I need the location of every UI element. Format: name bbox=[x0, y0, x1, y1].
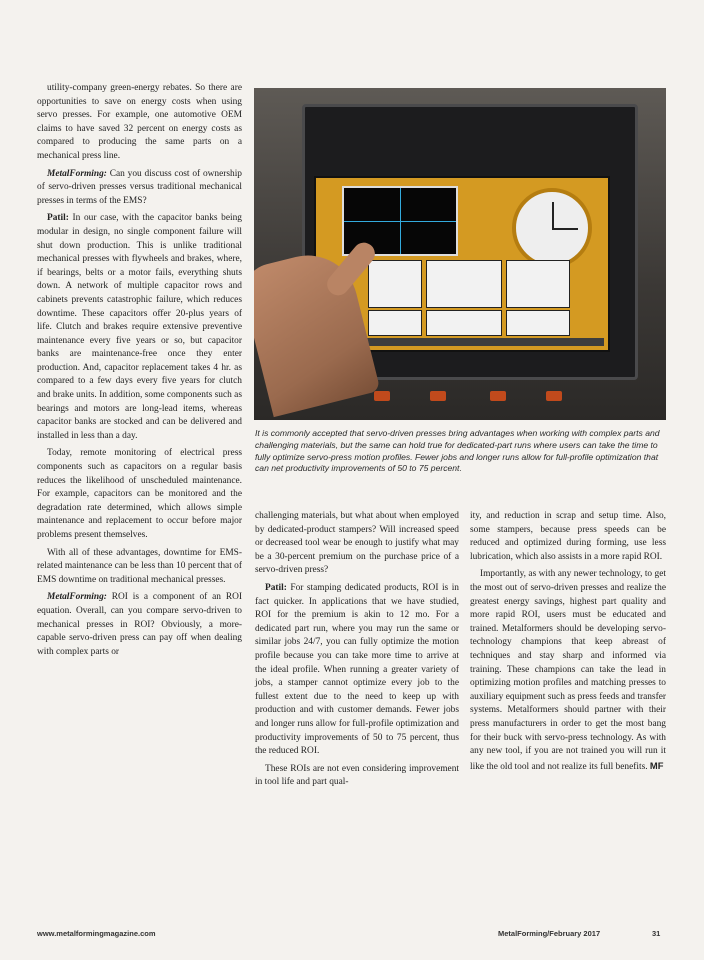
paragraph-text: ity, and reduction in scrap and setup time. Also, some stampers, because press speeds can be reduced and optimized during forming, use less lubrication, which also assists in a more rapid ROI. bbox=[470, 511, 666, 562]
paragraph-lead: MetalForming: bbox=[47, 592, 107, 603]
paragraph-text: For stamping dedicated products, ROI is in fact quicker. In applications that we have studied, ROI for the premium is akin to 12 mo. For a dedicated part run, where you may run the same or similar jobs 24/7, you can fully optimize the motion profile because you can take more time to arrive at the ideal profile. When running a greater variety of jobs, a stamper cannot optimize every job to the fullest extent due to the need to keep up with production and with customer demands. Fewer jobs and longer runs allow for full-profile optimization and productivity improvements of 50 to 75 percent, thus the reduced ROI. bbox=[255, 582, 459, 757]
end-mark: MF bbox=[649, 759, 664, 771]
paragraph-text: ROI is a component of an ROI equation. Overall, can you compare servo-driven to mechanical presses in ROI? Obviously, a more-capable servo-driven press can pay off when dealing with complex parts or bbox=[37, 592, 242, 657]
paragraph-lead: MetalForming: bbox=[47, 168, 107, 179]
article-column-2 bbox=[255, 510, 459, 794]
paragraph bbox=[37, 168, 242, 209]
article-column-1 bbox=[37, 82, 242, 663]
paragraph bbox=[255, 510, 459, 578]
paragraph-text: These ROIs are not even considering improvement in tool life and part qual- bbox=[255, 763, 459, 788]
hardware-button bbox=[546, 391, 562, 401]
paragraph bbox=[37, 547, 242, 588]
screen-panel bbox=[506, 310, 570, 336]
paragraph-text: Can you discuss cost of ownership of servo-driven presses versus traditional mechanical presses in terms of the EMS? bbox=[37, 168, 242, 206]
hardware-button bbox=[430, 391, 446, 401]
screen-panel bbox=[506, 260, 570, 308]
paragraph-text: In our case, with the capacitor banks being modular in design, no single component failure will shut down production. This is unlike traditional mechanical presses with flywheels and brakes, where, if bearings, belts or a motor fails, everything shuts down. A network of multiple capacitor rows and cabinets prevents catastrophic failure, which reduces downtime. These capacitors offer 20-plus years of life. Clutch and brakes require extensive preventive maintenance every five years or so, but capacitor banks are maintenance-free once they enter production. And, capacitor replacement takes 4 hr. as compared to a few days every five years for clutch and brake units. In addition, some components such as bearings and motors are long-lead items, whereas capacitor banks are stocked and can be delivered and installed in less than a day. bbox=[37, 213, 242, 441]
paragraph-text: With all of these advantages, downtime for EMS-related maintenance can be less than 10 percent that of EMS downtime on traditional mechanical presses. bbox=[37, 547, 242, 585]
paragraph bbox=[255, 582, 459, 759]
page-number: 31 bbox=[652, 929, 661, 938]
paragraph-lead: Patil: bbox=[265, 582, 287, 593]
screen-panel bbox=[368, 310, 422, 336]
article-column-3 bbox=[470, 510, 666, 778]
footer-website: www.metalformingmagazine.com bbox=[37, 929, 156, 938]
screen-panel bbox=[368, 260, 422, 308]
hardware-button bbox=[490, 391, 506, 401]
paragraph-text: challenging materials, but what about when employed by dedicated-product stampers? Will increased speed or decreased tool wear be enough to justify what may be a 30-percent premium on the purchase price of a servo-driven press? bbox=[255, 511, 459, 576]
photo-caption: It is commonly accepted that servo-driven presses bring advantages when working with complex parts and challenging materials, but the same can hold true for dedicated-part runs where users can take the time to fully optimize servo-press motion profiles. Fewer jobs and longer runs allow for full-profile optimization that can net productivity improvements of 50 to 75 percent. bbox=[255, 428, 660, 474]
paragraph bbox=[37, 82, 242, 164]
paragraph bbox=[470, 510, 666, 564]
paragraph-text: Today, remote monitoring of electrical press components such as capacitors on a regular basis reduces the likelihood of unscheduled maintenance. For example, capacitors can be monitored and the degradation rate determined, which allows simple maintenance and replacement to occur before major problems present themselves. bbox=[37, 448, 242, 540]
paragraph bbox=[470, 568, 666, 774]
paragraph-text: utility-company green-energy rebates. So there are opportunities to save on energy costs when using servo presses. For example, one automotive OEM claims to have saved 32 percent on energy costs as compared to producing the same parts on a mechanical press line. bbox=[37, 83, 242, 161]
paragraph-text: Importantly, as with any newer technology, to get the most out of servo-driven presses and realize the greatest energy savings, highest part quality and more rapid ROI, users must be educated and trained. Metalformers should be developing servo-technology champions that keep abreast of techniques and stay sharp and informed via training. These champions can take the lead in optimizing motion profiles and matching presses to auxiliary equipment such as press feeds and transfer systems. Metalformers should partner with their press manufacturers in order to get the most bang for their buck with servo-press technology. As with any new tool, if you are not trained you will run it like the old tool and not realize its full benefits. bbox=[470, 569, 666, 772]
hardware-button bbox=[374, 391, 390, 401]
paragraph bbox=[37, 212, 242, 443]
paragraph bbox=[37, 591, 242, 659]
screen-panel bbox=[426, 310, 502, 336]
article-photo bbox=[254, 88, 666, 420]
screen-panel bbox=[426, 260, 502, 308]
clock-dial-icon bbox=[512, 188, 592, 268]
footer-issue: MetalForming/February 2017 bbox=[498, 929, 601, 938]
paragraph bbox=[37, 447, 242, 542]
paragraph-lead: Patil: bbox=[47, 213, 69, 224]
paragraph bbox=[255, 763, 459, 790]
